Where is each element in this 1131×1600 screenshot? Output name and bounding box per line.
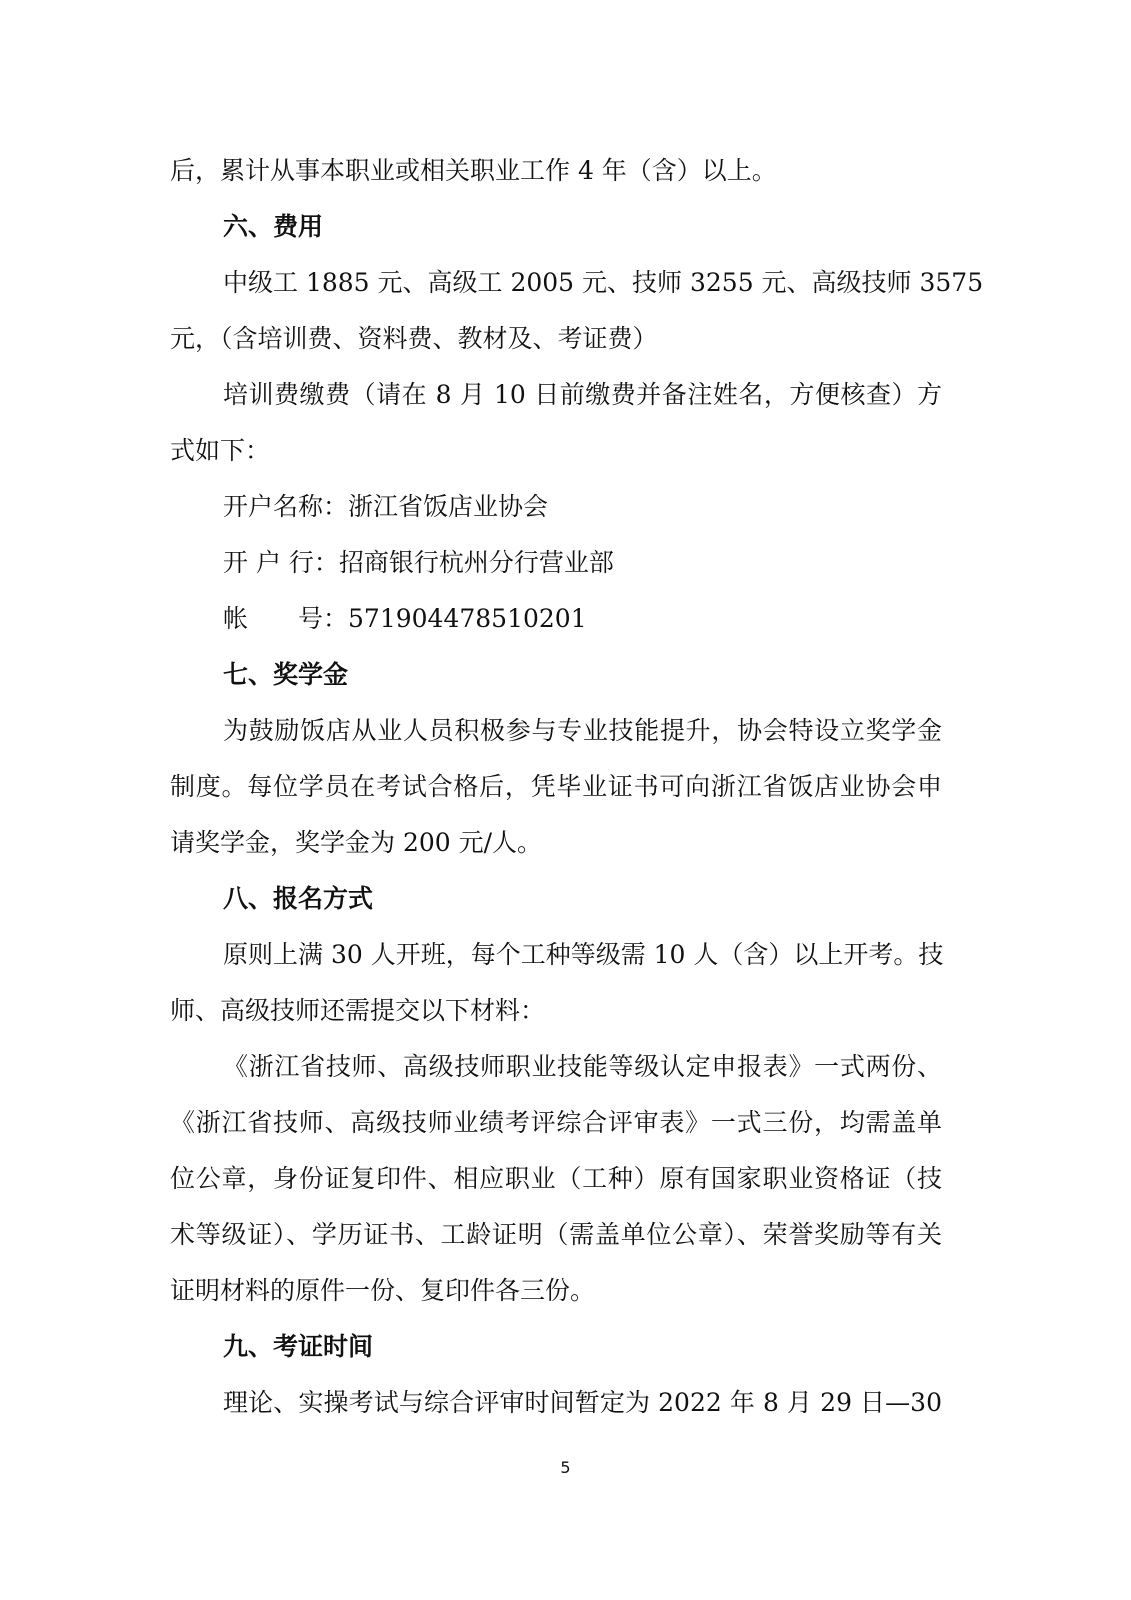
paragraph-line: 制度。每位学员在考试合格后，凭毕业证书可向浙江省饭店业协会申 — [170, 772, 942, 801]
paragraph-line: 《浙江省技师、高级技师业绩考评综合评审表》一式三份，均需盖单 — [170, 1108, 942, 1137]
section-heading-registration: 八、报名方式 — [223, 884, 374, 913]
paragraph-line: 中级工 1885 元、高级工 2005 元、技师 3255 元、高级技师 3575 — [223, 268, 984, 297]
paragraph-line: 培训费缴费（请在 8 月 10 日前缴费并备注姓名，方便核查）方 — [223, 380, 942, 409]
paragraph-line: 证明材料的原件一份、复印件各三份。 — [170, 1276, 596, 1305]
paragraph-line: 位公章，身份证复印件、相应职业（工种）原有国家职业资格证（技 — [170, 1164, 942, 1193]
section-heading-scholarship: 七、奖学金 — [223, 660, 349, 689]
account-number-label: 帐 号： — [223, 604, 349, 633]
paragraph-line: 元，（含培训费、资料费、教材及、考证费） — [170, 324, 658, 353]
account-name-row — [223, 490, 548, 524]
paragraph-line: 后，累计从事本职业或相关职业工作 4 年（含）以上。 — [170, 156, 777, 185]
account-number-row — [223, 602, 587, 636]
account-number-value: 571904478510201 — [348, 604, 587, 633]
paragraph-line: 请奖学金，奖学金为 200 元/人。 — [170, 828, 543, 857]
paragraph-line: 理论、实操考试与综合评审时间暂定为 2022 年 8 月 29 日—30 — [223, 1388, 942, 1417]
paragraph-line: 式如下： — [170, 436, 271, 465]
paragraph-line: 为鼓励饭店从业人员积极参与专业技能提升，协会特设立奖学金 — [223, 716, 942, 745]
account-name-value: 浙江省饭店业协会 — [348, 492, 549, 521]
paragraph-line: 原则上满 30 人开班，每个工种等级需 10 人（含）以上开考。技 — [223, 940, 944, 969]
account-name-label: 开户名称： — [223, 492, 349, 521]
page-number: 5 — [560, 1458, 571, 1477]
account-bank-row — [223, 546, 614, 580]
paragraph-line: 术等级证）、学历证书、工龄证明（需盖单位公章）、荣誉奖励等有关 — [170, 1220, 942, 1249]
section-heading-exam-time: 九、考证时间 — [223, 1332, 374, 1361]
section-heading-fees: 六、费用 — [223, 212, 324, 241]
paragraph-line: 师、高级技师还需提交以下材料： — [170, 996, 546, 1025]
account-bank-label: 开 户 行： — [223, 548, 339, 577]
paragraph-line: 《浙江省技师、高级技师职业技能等级认定申报表》一式两份、 — [223, 1052, 942, 1081]
account-bank-value: 招商银行杭州分行营业部 — [338, 548, 614, 577]
